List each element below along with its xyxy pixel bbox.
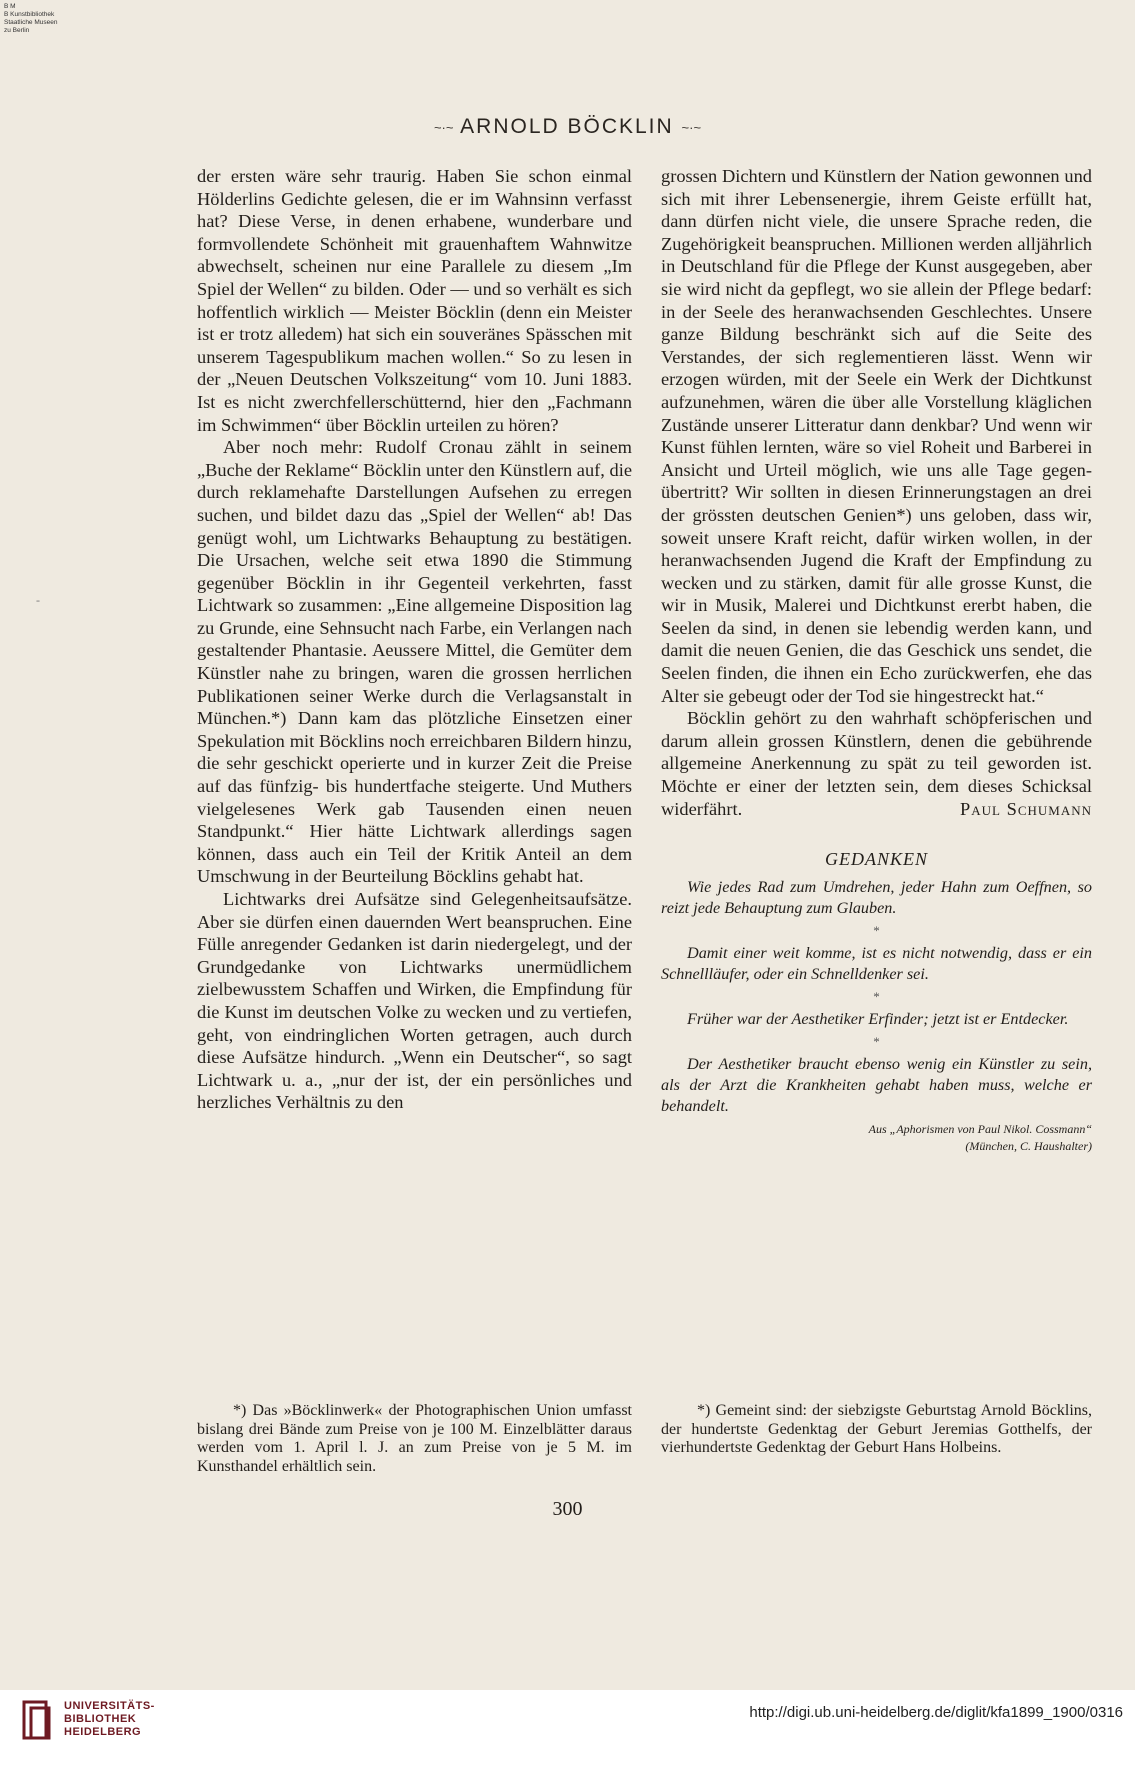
left-column (197, 165, 632, 1114)
footnote-text: *) Das »Böcklinwerk« der Photographischen Union umfasst bislang drei Bände zum Preise von je 100 M. Einzelblätter daraus werden vom 1. April l. J. an zum Preise von je 5 M. im Kunsthandel erhältlich sein. (197, 1402, 632, 1475)
paragraph: Lichtwarks drei Aufsätze sind Gelegenheitsaufsätze. Aber sie dürfen einen dauernden Wert beanspruchen. Eine Fülle anregender Gedanken ist darin niedergelegt, und der Grundgedanke von Lichtwarks unermüdlichem zielbewusstem Schaffen und Wirken, die Empfindung für die Kunst im deutschen Volke zu wecken und zu vertiefen, geht, von eindringlichen Worten getragen, auch durch diese Aufsätze hindurch. „Wenn ein Deutscher“, so sagt Lichtwark u. a., „nur der ist, der ein persönliches und herzliches Verhältnis zu den (197, 889, 632, 1113)
source-line: (München, C. Haushalter) (965, 1138, 1092, 1153)
separator-star: * (873, 988, 880, 1004)
separator-star: * (873, 922, 880, 938)
permalink-url[interactable]: http://digi.ub.uni-heidelberg.de/diglit/kfa1899_1900/0316 (749, 1704, 1123, 1721)
header-title: ARNOLD BÖCKLIN (460, 115, 674, 138)
header-ornament-left: ~·~ (433, 119, 454, 135)
right-column (661, 165, 1092, 1155)
page-number: 300 (552, 1498, 583, 1520)
stamp-line: Staatliche Museen (4, 19, 58, 26)
aphorism: Wie jedes Rad zum Umdrehen, jeder Hahn zum Oeffnen, so reizt jede Behauptung zum Glauben. (661, 877, 1092, 917)
logo-line: HEIDELBERG (64, 1726, 142, 1738)
separator-star: * (873, 1033, 880, 1049)
paragraph: Aber noch mehr: Rudolf Cronau zählt in seinem „Buche der Reklame“ Böcklin unter den Künstlern auf, die durch reklamehafte Darstellungen Aufsehen zu erregen suchen, und bildet dazu das „Spiel der Wellen“ ab! Das genügt wohl, um Lichtwarks Behauptung zu bestätigen. Die Ursachen, welche seit etwa 1890 die Stimmung gegenüber Böcklin in ihr Gegenteil verkehrten, fasst Lichtwark so zusammen: „Eine allgemeine Disposition lag zu Grunde, eine Sehnsucht nach Farbe, ein Verlangen nach gestaltender Phantasie. Aeussere Mittel, die Gemüter dem Künstler nahe zu bringen, waren die grossen herrlichen Publikationen seiner Werke durch die Verlagsanstalt in München.*) Dann kam das plötzliche Einsetzen einer Spekulation mit Böcklins noch erreichbaren Bildern hinzu, die sehr geschickt operierte und in kurzer Zeit die Preise auf das fünfzig- bis hundertfache steigerte. Und Muthers vielgelesenes Werk gab Tausenden einen neuen Standpunkt.“ Hier hätte Lichtwark allerdings sagen können, dass auch ein Teil der Kritik Anteil an dem Umschwung in der Beurteilung Böcklins gehabt hat. (197, 437, 632, 887)
logo-line: UNIVERSITÄTS- (64, 1700, 155, 1712)
aphorism: Damit einer weit komme, ist es nicht notwendig, dass er ein Schnellläufer, oder ein Schnelldenker sei. (661, 943, 1092, 983)
footnote-right (661, 1402, 1092, 1458)
header-ornament-right: ~·~ (681, 119, 702, 135)
stamp-line: B Kunstbibliothek (4, 11, 55, 18)
margin-mark: - (36, 593, 40, 607)
aphorism: Früher war der Aesthetiker Erfinder; jetzt ist er Entdecker. (687, 1009, 1069, 1028)
library-stamp (4, 3, 84, 35)
gedanken-title: GEDANKEN (824, 849, 928, 870)
footnote-text: *) Gemeint sind: der siebzigste Geburtstag Arnold Böcklins, der hundertste Gedenktag der Geburt Jeremias Gotthelfs, der vierhundertste Gedenktag der Geburt Hans Holbeins. (661, 1402, 1092, 1456)
footnote-left (197, 1402, 632, 1476)
source-line: Aus „Aphorismen von Paul Nikol. Cossmann“ (868, 1121, 1092, 1136)
paragraph: grossen Dichtern und Künstlern der Nation gewonnen und sich mit ihrer Lebensenergie, ihrem Geiste erfüllt hat, dann dürfen nicht viele, die unsere Sprache reden, die Zugehörigkeit beanspruchen. Millionen werden alljährlich in Deutschland für die Pflege der Kunst ausgegeben, aber sie wird nicht da gepflegt, wo sie allein der Pflege bedarf: in der Seele des heranwachsenden Geschlechtes. Unsere ganze Bildung beschränkt sich auf die Seite des Verstandes, der sich reglementieren lässt. Wenn wir erzogen würden, mit der Seele ein Werk der Dichtkunst aufzunehmen, wären die über alle Vorstellung kläglichen Zustände unserer Litteratur dann denkbar? Und wenn wir Kunst fühlen lernten, wäre so viel Roheit und Barberei in Ansicht und Urteil möglich, wie uns alle Tage gegenübertritt? Wir sollten in diesen Erinnerungstagen an drei der grössten deutschen Genien*) uns geloben, dass wir, soweit unsere Kraft reicht, dafür wirken wollen, in der heranwachsenden Jugend die Kraft der Empfindung zu wecken und zu stärken, damit für alle grosse Kunst, die wir in Musik, Malerei und Dichtkunst ererbt haben, die Seelen da sind, in denen sie lebendig werden kann, und damit die neuen Genien, die das Geschick uns sendet, die Seelen finden, die ihnen ein Echo zurückwerfen, ehe das Alter sie gebeugt oder der Tod sie hingestreckt hat.“ (661, 166, 1092, 706)
ub-heidelberg-logo-icon (22, 1700, 54, 1740)
stamp-line: zu Berlin (4, 27, 30, 34)
aphorism-source (661, 1121, 1092, 1155)
stamp-line: B M (4, 3, 16, 10)
paragraph: Böcklin gehört zu den wahrhaft schöpferischen und darum allein grossen Künstlern, denen die gebührende allgemeine Anerkennung zu spät zu teil geworden ist. Möchte er einer der letzten sein, dem dieses Schicksal widerfährt. (661, 708, 1092, 819)
paragraph: der ersten wäre sehr traurig. Haben Sie schon einmal Hölderlins Gedichte gelesen, die er im Wahnsinn verfasst hat? Diese Verse, in denen erhabene, wunderbare und formvollendete Schönheit mit grauenhaftem Wahnwitze abwechselt, scheinen nur eine Parallele zu diesem „Im Spiel der Wellen“ zu bilden. Oder — und so verhält es sich hoffentlich wirklich — Meister Böcklin (denn ein Meister ist er trotz alledem) hat sich ein souveränes Spässchen mit unserem Tagespublikum machen wollen.“ So zu lesen in der „Neuen Deutschen Volkszeitung“ vom 10. Juni 1883. Ist es nicht zwerchfellerschütternd, hier den „Fachmann im Schwimmen“ über Böcklin urteilen zu hören? (197, 166, 632, 435)
viewer-footer (0, 1690, 1135, 1771)
author-signature: Paul Schumann (960, 798, 1092, 819)
library-logo-text (64, 1700, 155, 1739)
running-header (0, 115, 1135, 139)
logo-line: BIBLIOTHEK (64, 1713, 137, 1725)
aphorism: Der Aesthetiker braucht ebenso wenig ein Künstler zu sein, als der Arzt die Krankheiten gehabt haben muss, welche er behandelt. (661, 1054, 1092, 1115)
